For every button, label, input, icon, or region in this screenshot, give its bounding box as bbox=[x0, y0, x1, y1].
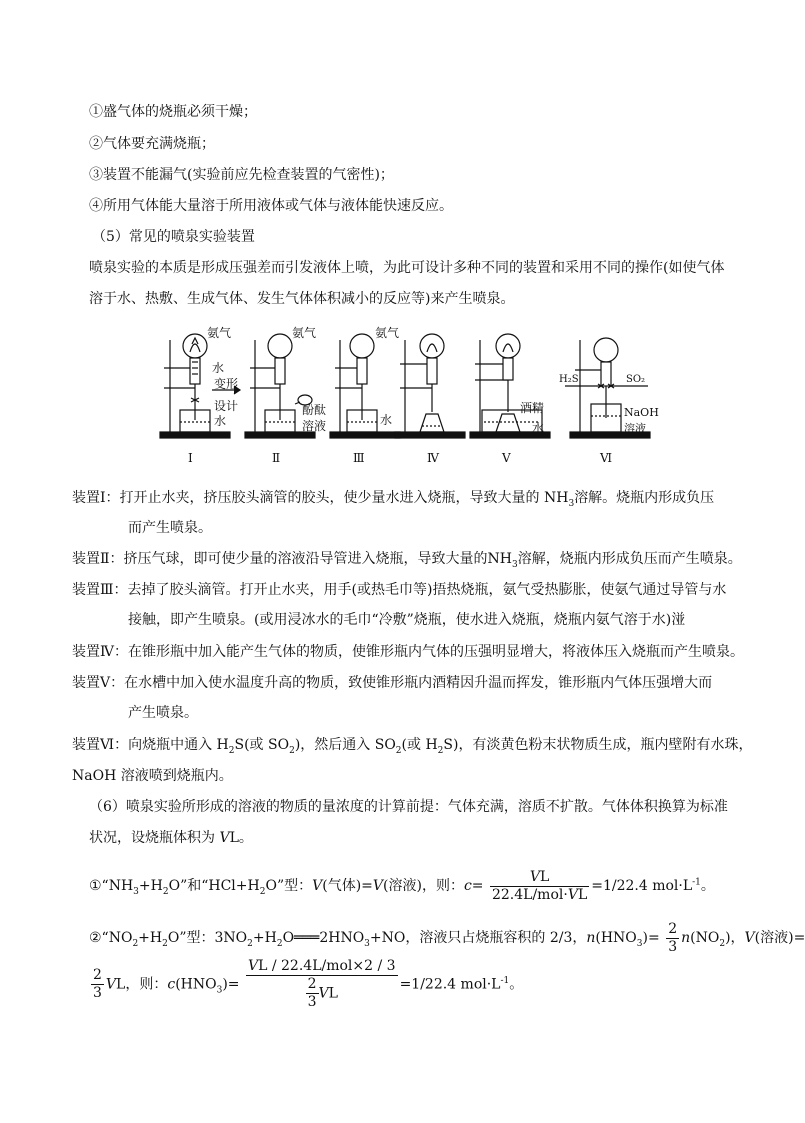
label-ammonia-1: 氨气 bbox=[207, 326, 232, 340]
device-4-line1: 装置Ⅳ：在锥形瓶中加入能产生气体的物质，使锥形瓶内气体的压强明显增大，将液体压入烧瓶而产生喷泉。 bbox=[72, 644, 744, 660]
formula-1: $①“NH_3+H_2O$”和“$HCl+H_2O$”型：V(气体)=V(溶液)，则：c= $\frac{VL}{\text{22.4L/mol·VL}}$ =1/22.4 $mol\cdot L^{-1}$。 bbox=[89, 868, 715, 903]
device-5-line1: 装置Ⅴ：在水槽中加入使水温度升高的物质，致使锥形瓶内酒精因升温而挥发，锥形瓶内气体压强增大而 bbox=[72, 675, 713, 691]
condition-4: ④所用气体能大量溶于所用液体或气体与液体能快速反应。 bbox=[89, 198, 453, 214]
formula-2-fraction-b: $\frac{2}{3}$ bbox=[93, 967, 102, 1001]
label-ammonia-2: 氨气 bbox=[292, 326, 317, 340]
condition-3: ③装置不能漏气(实验前应先检查装置的气密性)； bbox=[89, 167, 394, 183]
condition-2: ②气体要充满烧瓶； bbox=[89, 136, 215, 152]
device-3-line1: 装置Ⅲ：去掉了胶头滴管。打开止水夹，用手(或热毛巾等)捂热烧瓶，氨气受热膨胀，使氨气通过导管与水 bbox=[72, 582, 727, 598]
device-1-line2: 而产生喷泉。 bbox=[128, 520, 212, 536]
formula-1-fraction: $\frac{VL}{\text{22.4L/mol·VL}}$ bbox=[491, 868, 588, 903]
caption-2: Ⅱ bbox=[272, 451, 281, 465]
fountain-apparatus-figure bbox=[150, 320, 660, 470]
formula-2-fraction-a: $\frac{2}{3}$ bbox=[668, 920, 678, 955]
label-solution-1: 溶液 bbox=[302, 419, 327, 433]
condition-1: ①盛气体的烧瓶必须干燥； bbox=[89, 104, 257, 120]
caption-3: Ⅲ bbox=[353, 451, 365, 465]
device-5-line2: 产生喷泉。 bbox=[128, 705, 198, 721]
label-deform: 变形 bbox=[214, 377, 239, 391]
section6-line1: （6）喷泉实验所形成的溶液的物质的量浓度的计算前提：气体充满，溶质不扩散。气体体积换算为标准 bbox=[89, 799, 728, 815]
device-3-line2: 接触，即产生喷泉。(或用浸冰水的毛巾“冷敷”烧瓶，使水进入烧瓶，烧瓶内氨气溶于水)湴 bbox=[128, 612, 686, 628]
label-water-1: 水 bbox=[212, 361, 225, 375]
label-alcohol: 酒精 bbox=[520, 401, 545, 415]
label-h2s: H₂S bbox=[559, 374, 579, 385]
section6-line2: 状况，设烧瓶体积为 VL。 bbox=[89, 830, 253, 846]
section5-para-line1: 喷泉实验的本质是形成压强差而引发液体上喷，为此可设计多种不同的装置和采用不同的操作(如使气体 bbox=[89, 260, 725, 276]
formula-2-line2: $\frac{2}{3}$ VL，则：$c(HNO_3)=$ VL / 22.4L/mol×2 / 3 $\frac{2}{3}$ VL =1/22.4 $mol\cdot L^{-1}$。 bbox=[93, 958, 524, 1010]
caption-1: Ⅰ bbox=[188, 451, 193, 465]
device-4-drawing bbox=[395, 334, 465, 438]
label-water-4: 水 bbox=[532, 421, 545, 435]
caption-4: Ⅳ bbox=[427, 451, 439, 465]
device-2-line1: 装置Ⅱ：挤压气球，即可使少量的溶液沿导管进入烧瓶，导致大量的$NH_3$溶解，烧瓶内形成负压而产生喷泉。 bbox=[72, 551, 742, 570]
label-water-2: 水 bbox=[214, 414, 227, 428]
caption-6: Ⅵ bbox=[600, 451, 613, 465]
label-so2: SO₂ bbox=[626, 374, 646, 385]
label-solution-2: 溶液 bbox=[624, 422, 646, 435]
device-6-line1: 装置Ⅵ：向烧瓶中通入 $H_2S$(或 $SO_2$)，然后通入 $SO_2$(或 $H_2S$)，有淡黄色粉末状物质生成，瓶内壁附有水珠， bbox=[72, 737, 753, 756]
section5-para-line2: 溶于水、热敷、生成气体、发生气体体积减小的反应等)来产生喷泉。 bbox=[89, 291, 515, 307]
device-1-line1: 装置Ⅰ：打开止水夹，挤压胶头滴管的胶头，使少量水进入烧瓶，导致大量的 $NH_3$溶解。烧瓶内形成负压 bbox=[72, 490, 715, 509]
formula-2-line1: $②“NO_2+H_2O$”型：$3NO_2+H_2O═══2HNO_3+NO$，溶液只占烧瓶容积的 2/3，$n(HNO_3)=$ $\frac{2}{3}$ $n(NO_2)$，V(溶液)= bbox=[89, 920, 805, 955]
device-6-line2: NaOH 溶液喷到烧瓶内。 bbox=[72, 768, 233, 784]
label-phenol: 酚酞 bbox=[302, 403, 327, 417]
label-ammonia-3: 氨气 bbox=[375, 326, 400, 340]
caption-5: Ⅴ bbox=[502, 451, 511, 465]
label-water-3: 水 bbox=[380, 413, 393, 427]
section5-heading: （5）常见的喷泉实验装置 bbox=[92, 229, 255, 245]
label-design: 设计 bbox=[214, 399, 239, 413]
formula-2-fraction-c: VL / 22.4L/mol×2 / 3 $\frac{2}{3}$ VL bbox=[247, 958, 396, 1010]
label-naoh: NaOH bbox=[624, 406, 659, 419]
